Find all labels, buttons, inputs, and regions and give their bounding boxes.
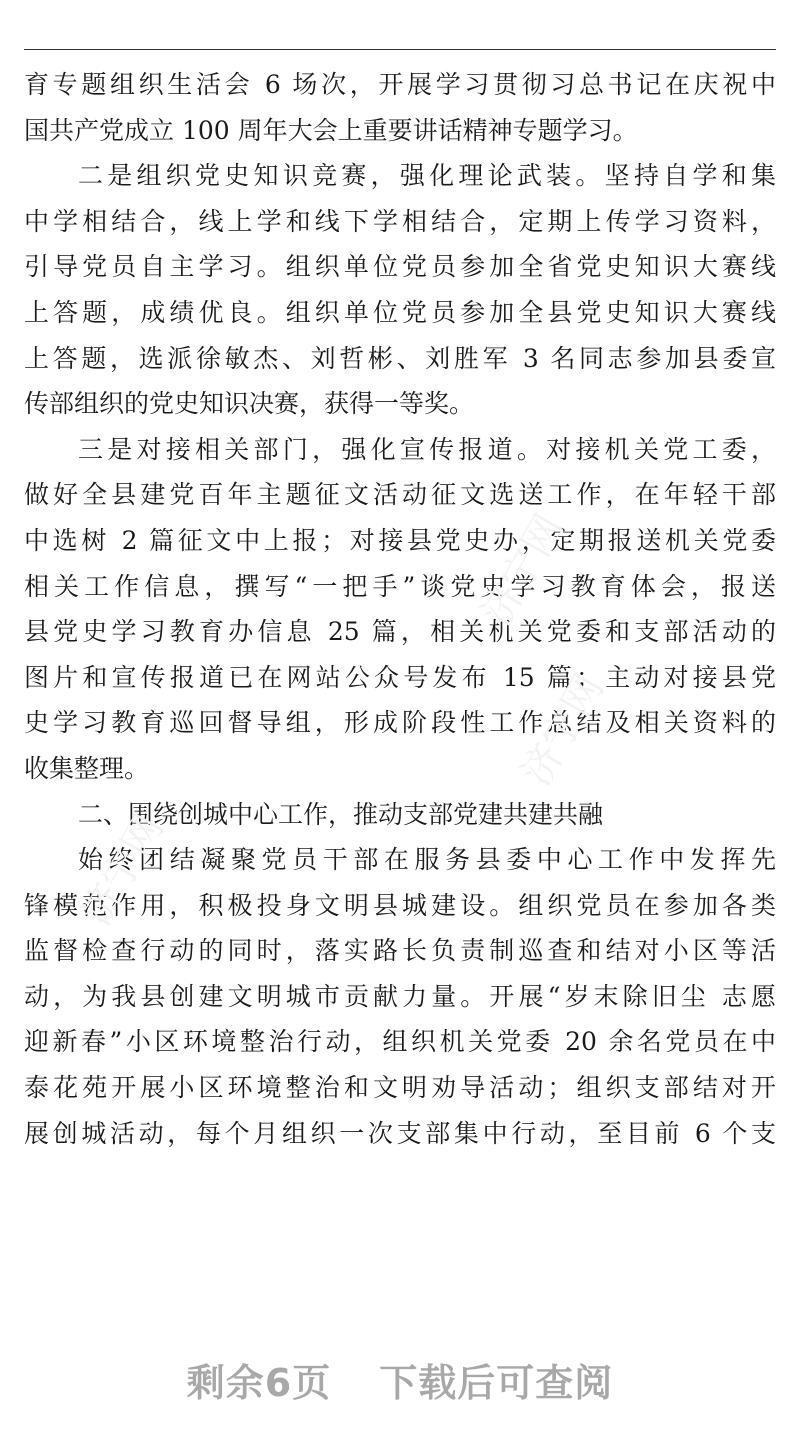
text-line: 国共产党成立 100 周年大会上重要讲话精神专题学习。 [24,115,638,145]
text-line: 引导党员自主学习。组织单位党员参加全省党史知识大赛线 [24,252,776,282]
text-line: 收集整理。 [24,753,150,783]
text-line: 上答题，成绩优良。组织单位党员参加全县党史知识大赛线 [24,297,776,327]
text-line: 迎新春”小区环境整治行动，组织机关党委 20 余名党员在中 [24,1027,776,1057]
text-line: 育专题组织生活会 6 场次，开展学习贯彻习总书记在庆祝中 [24,70,776,99]
text-line: 相关工作信息，撰写“一把手”谈党史学习教育体会，报送 [24,571,776,601]
text-line: 泰花苑开展小区环境整治和文明劝导活动；组织支部结对开 [24,1073,776,1103]
watermark: 济宁网 [473,506,573,634]
text-line: 展创城活动，每个月组织一次支部集中行动，至目前 6 个支 [24,1118,776,1148]
text-line: 传部组织的党史知识决赛，获得一等奖。 [24,389,475,419]
text-line: 中学相结合，线上学和线下学相结合，定期上传学习资料， [24,206,776,236]
header-rule [24,49,776,50]
text-line: 上答题，选派徐敏杰、刘哲彬、刘胜军 3 名同志参加县委宣 [24,343,776,373]
text-line: 中选树 2 篇征文中上报；对接县党史办，定期报送机关党委 [24,525,776,555]
text-line: 三是对接相关部门，强化宣传报道。对接机关党工委， [78,434,776,464]
remaining-pages-label: 剩余6页 [186,1361,332,1405]
text-line: 图片和宣传报道已在网站公众号发布 15 篇；主动对接县党 [24,662,776,692]
watermark: 济宁网 [513,666,613,794]
download-prompt[interactable]: 下载后可查阅 [379,1361,614,1405]
text-line: 史学习教育巡回督导组，形成阶段性工作总结及相关资料的 [24,708,776,738]
text-line: 锋模范作用，积极投身文明县城建设。组织党员在参加各类 [24,890,776,920]
text-line: 二是组织党史知识竞赛，强化理论武装。坚持自学和集 [78,161,776,191]
text-line: 做好全县建党百年主题征文活动征文选送工作，在年轻干部 [24,480,776,510]
section-heading: 二、围绕创城中心工作，推动支部党建共建共融 [78,799,604,829]
watermark: 济宁网 [73,806,173,934]
text-line: 始终团结凝聚党员干部在服务县委中心工作中发挥先 [78,845,776,875]
text-line: 动，为我县创建文明城市贡献力量。开展“岁末除旧尘 志愿 [24,981,776,1011]
text-line: 监督检查行动的同时，落实路长负责制巡查和结对小区等活 [24,936,776,966]
document-body [24,62,776,1156]
text-line: 县党史学习教育办信息 25 篇，相关机关党委和支部活动的 [24,617,776,647]
download-banner[interactable] [0,1352,800,1407]
